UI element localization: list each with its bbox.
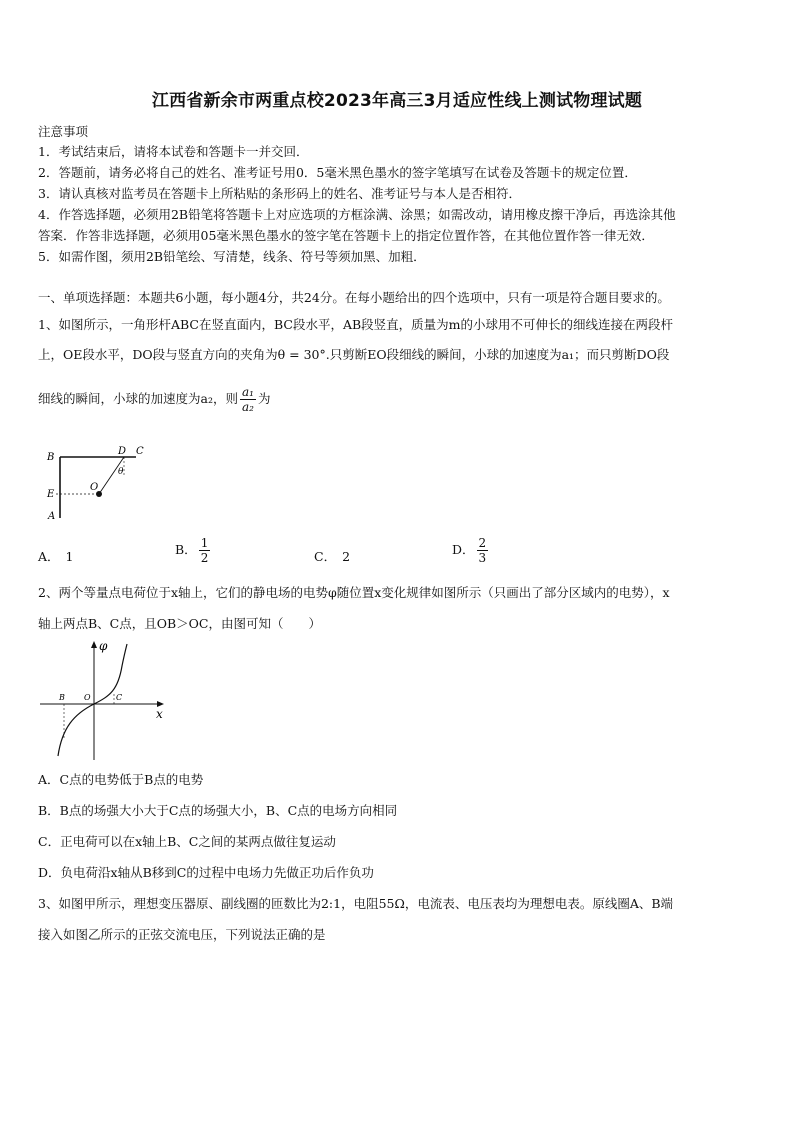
notice-item-5: 5．如需作图，须用2B铅笔绘、写清楚，线条、符号等须加黑、加粗． xyxy=(38,249,426,264)
q1-text-line-3 xyxy=(38,385,760,414)
q1-option-a-letter: A． xyxy=(38,549,60,564)
q1-ratio-denominator: a₂ xyxy=(241,400,254,414)
q1-ratio-fraction xyxy=(240,385,256,414)
q2-option-d: D．负电荷沿x轴从B移到C的过程中电场力先做正功后作负功 xyxy=(38,865,374,880)
q2-text-line-2: 轴上两点B、C点，且OB＞OC，由图可知（ ） xyxy=(38,616,321,631)
notice-item-1: 1．考试结束后，请将本试卷和答题卡一并交回． xyxy=(38,144,309,159)
exam-title: 江西省新余市两重点校2023年高三3月适应性线上测试物理试题 xyxy=(151,91,643,111)
q2-option-b: B．B点的场强大小大于C点的场强大小，B、C点的电场方向相同 xyxy=(38,803,398,818)
fig1-label-C: C xyxy=(136,446,144,457)
q1-option-d xyxy=(452,536,490,565)
q2-text-line-1: 2、两个等量点电荷位于x轴上，它们的静电场的电势φ随位置x变化规律如图所示（只画出了部分区域内的电势），x xyxy=(38,585,670,600)
q1-option-b-num: 1 xyxy=(200,536,209,550)
q2-option-a: A．C点的电势低于B点的电势 xyxy=(38,772,204,787)
q1-option-b-fraction xyxy=(199,536,211,565)
q1-option-c-value: 2 xyxy=(342,549,351,564)
section-heading: 一、单项选择题：本题共6小题，每小题4分，共24分。在每小题给出的四个选项中，只有一项是符合题目要求的。 xyxy=(38,290,670,305)
fig1-label-E: E xyxy=(47,489,55,500)
q1-option-a-value: 1 xyxy=(65,549,74,564)
q1-option-c-letter: C． xyxy=(314,549,337,564)
q1-option-b-letter: B． xyxy=(175,542,197,557)
q1-line3-suffix: 为 xyxy=(257,391,271,406)
notice-heading: 注意事项 xyxy=(38,124,89,139)
fig2-label-B: B xyxy=(59,693,65,702)
q1-ratio-numerator: a₁ xyxy=(241,385,254,399)
q1-option-d-letter: D． xyxy=(452,542,475,557)
q1-option-d-den: 3 xyxy=(478,551,487,565)
notice-item-2: 2．答题前，请务必将自己的姓名、准考证号用0．5毫米黑色墨水的签字笔填写在试卷及答题卡的规定位置． xyxy=(38,165,637,180)
q1-figure xyxy=(44,444,154,524)
fig2-label-C: C xyxy=(116,693,123,702)
q1-option-c xyxy=(314,547,350,565)
fig1-label-theta: θ xyxy=(118,467,124,477)
notice-item-4-cont: 答案．作答非选择题，必须用05毫米黑色墨水的签字笔在答题卡上的指定位置作答，在其他位置作答一律无效． xyxy=(38,228,654,243)
fig1-label-B: B xyxy=(47,452,55,463)
q3-text-line-1: 3、如图甲所示，理想变压器原、副线圈的匝数比为2:1，电阻55Ω，电流表、电压表均为理想电表。原线圈A、B端 xyxy=(38,896,674,911)
q1-text-line-2: 上，OE段水平，DO段与竖直方向的夹角为θ = 30°.只剪断EO段细线的瞬间，小球的加速度为a₁；而只剪断DO段 xyxy=(38,347,670,362)
q1-text-line-1: 1、如图所示，一角形杆ABC在竖直面内，BC段水平，AB段竖直，质量为m的小球用不可伸长的细线连接在两段杆 xyxy=(38,317,674,332)
q1-option-b-den: 2 xyxy=(200,551,209,565)
fig1-label-A: A xyxy=(48,511,56,522)
fig1-label-D: D xyxy=(118,446,127,457)
q1-option-d-num: 2 xyxy=(478,536,487,550)
fig2-label-phi: φ xyxy=(99,639,108,653)
notice-item-3: 3．请认真核对监考员在答题卡上所粘贴的条形码上的姓名、准考证号与本人是否相符． xyxy=(38,186,521,201)
fig2-label-x: x xyxy=(156,707,163,721)
notice-item-4: 4．作答选择题，必须用2B铅笔将答题卡上对应选项的方框涂满、涂黑；如需改动，请用橡皮擦干净后，再选涂其他 xyxy=(38,207,676,222)
q3-text-line-2: 接入如图乙所示的正弦交流电压，下列说法正确的是 xyxy=(38,927,326,942)
q1-option-a xyxy=(38,547,73,565)
q1-option-d-fraction xyxy=(477,536,489,565)
q2-option-c: C．正电荷可以在x轴上B、C之间的某两点做往复运动 xyxy=(38,834,336,849)
q1-option-b xyxy=(175,536,212,565)
fig2-label-O: O xyxy=(84,693,91,702)
fig1-label-O: O xyxy=(90,482,99,493)
q2-figure xyxy=(38,636,168,764)
q1-line3-prefix: 细线的瞬间，小球的加速度为a₂，则 xyxy=(38,391,238,406)
